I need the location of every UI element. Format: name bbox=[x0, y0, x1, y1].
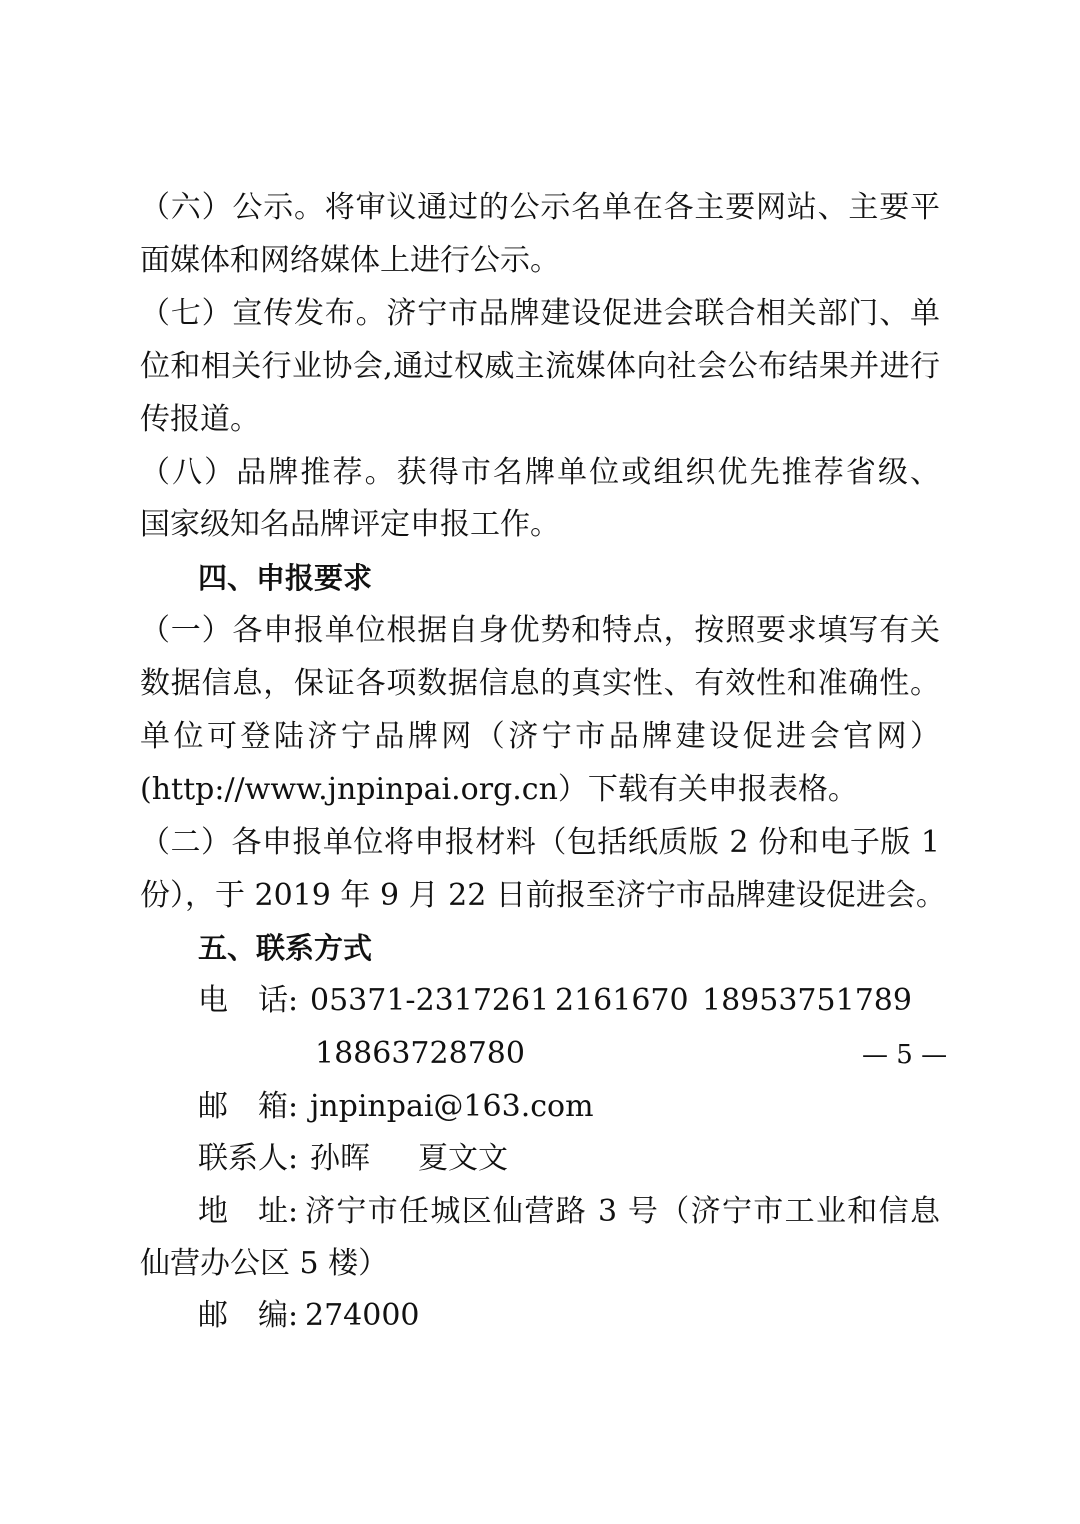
page-number: — 5 — bbox=[862, 1040, 948, 1070]
para-6-line-2: 面媒体和网络媒体上进行公示。 bbox=[140, 243, 560, 278]
address-label: 地 址: bbox=[198, 1194, 299, 1229]
section-4-item-1-line-4: (http://www.jnpinpai.org.cn）下载有关申报表格。 bbox=[140, 772, 858, 807]
address-line-2: 仙营办公区 5 楼） bbox=[140, 1246, 389, 1281]
section-4-item-2-line-1: （二）各申报单位将申报材料（包括纸质版 2 份和电子版 1 bbox=[140, 825, 940, 860]
address-line-1: 济宁市任城区仙营路 3 号（济宁市工业和信息 bbox=[305, 1194, 940, 1229]
section-4-heading: 四、申报要求 bbox=[198, 561, 373, 595]
para-6-line-1: （六）公示。将审议通过的公示名单在各主要网站、主要平 bbox=[140, 190, 940, 225]
section-4-item-1-line-2: 数据信息，保证各项数据信息的真实性、有效性和准确性。 bbox=[140, 666, 940, 701]
phone-number-2: 2161670 bbox=[555, 983, 689, 1018]
para-8-line-1: （八）品牌推荐。获得市名牌单位或组织优先推荐省级、 bbox=[140, 455, 940, 490]
para-7-line-1: （七）宣传发布。济宁市品牌建设促进会联合相关部门、单 bbox=[140, 296, 940, 331]
para-8-line-2: 国家级知名品牌评定申报工作。 bbox=[140, 507, 560, 542]
section-4-item-2-line-2: 份），于 2019 年 9 月 22 日前报至济宁市品牌建设促进会。 bbox=[140, 878, 946, 913]
contact-person-1: 孙晖 bbox=[310, 1141, 370, 1176]
section-5-heading: 五、联系方式 bbox=[198, 931, 373, 965]
contact-label: 联系人: bbox=[198, 1141, 299, 1176]
email-label: 邮 箱: bbox=[198, 1089, 299, 1124]
contact-person-2: 夏文文 bbox=[418, 1141, 508, 1176]
postcode-value: 274000 bbox=[305, 1298, 420, 1333]
phone-label: 电 话: bbox=[198, 983, 299, 1018]
email-address: jnpinpai@163.com bbox=[310, 1089, 594, 1124]
phone-number-1: 05371-2317261 bbox=[310, 983, 550, 1018]
section-4-item-1-line-3: 单位可登陆济宁品牌网（济宁市品牌建设促进会官网） bbox=[140, 719, 940, 754]
phone-number-4: 18863728780 bbox=[315, 1036, 525, 1071]
para-7-line-3: 传报道。 bbox=[140, 402, 260, 437]
postcode-label: 邮 编: bbox=[198, 1298, 299, 1333]
para-7-line-2: 位和相关行业协会,通过权威主流媒体向社会公布结果并进行 bbox=[140, 349, 940, 384]
section-4-item-1-line-1: （一）各申报单位根据自身优势和特点，按照要求填写有关 bbox=[140, 613, 940, 648]
phone-number-3: 18953751789 bbox=[702, 983, 912, 1018]
